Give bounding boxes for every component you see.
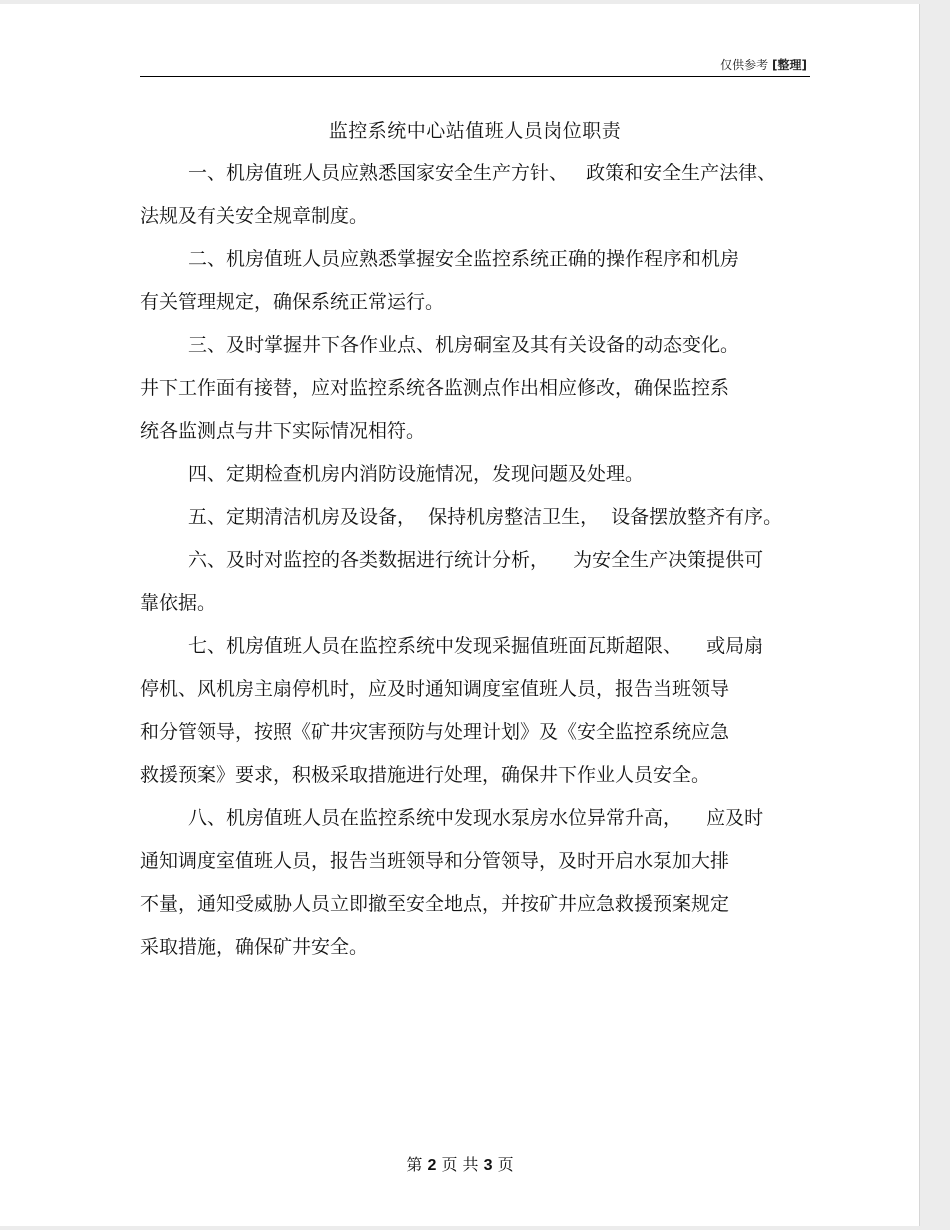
footer-suffix: 页 [497, 1155, 514, 1174]
header-note-text: 仅供参考 [720, 58, 769, 72]
body-line: 五、定期清洁机房及设备， 保持机房整洁卫生， 设备摆放整齐有序。 [188, 506, 783, 528]
current-page-number: 2 [427, 1157, 437, 1174]
body-line: 靠依据。 [140, 592, 217, 614]
footer-mid: 页 共 [441, 1155, 479, 1174]
body-line: 四、定期检查机房内消防设施情况，发现问题及处理。 [188, 463, 645, 485]
document-body [140, 152, 820, 969]
body-line: 采取措施，确保矿井安全。 [140, 936, 369, 958]
body-line: 二、机房值班人员应熟悉掌握安全监控系统正确的操作程序和机房 [188, 248, 740, 270]
total-pages-number: 3 [483, 1157, 493, 1174]
page-footer [0, 1152, 920, 1175]
body-line: 井下工作面有接替，应对监控系统各监测点作出相应修改，确保监控系 [140, 377, 730, 399]
body-line: 八、机房值班人员在监控系统中发现水泵房水位异常升高， 应及时 [188, 807, 764, 829]
document-title: 监控系统中心站值班人员岗位职责 [328, 120, 622, 142]
body-line: 六、及时对监控的各类数据进行统计分析， 为安全生产决策提供可 [188, 549, 764, 571]
footer-prefix: 第 [406, 1155, 423, 1174]
body-line: 通知调度室值班人员，报告当班领导和分管领导，及时开启水泵加大排 [140, 850, 730, 872]
header-note [720, 56, 807, 73]
header-divider [140, 76, 810, 77]
body-line: 停机、风机房主扇停机时，应及时通知调度室值班人员，报告当班领导 [140, 678, 730, 700]
body-line: 统各监测点与井下实际情况相符。 [140, 420, 426, 442]
header-note-bracket: [整理] [772, 58, 807, 72]
body-line: 三、及时掌握井下各作业点、机房硐室及其有关设备的动态变化。 [188, 334, 740, 356]
body-line: 救援预案》要求，积极采取措施进行处理，确保井下作业人员安全。 [140, 764, 711, 786]
body-line: 一、机房值班人员应熟悉国家安全生产方针、 政策和安全生产法律、 [188, 162, 777, 184]
body-line: 和分管领导，按照《矿井灾害预防与处理计划》及《安全监控系统应急 [140, 721, 730, 743]
document-page [0, 4, 920, 1226]
body-line: 有关管理规定，确保系统正常运行。 [140, 291, 445, 313]
body-line: 七、机房值班人员在监控系统中发现采掘值班面瓦斯超限、 或局扇 [188, 635, 764, 657]
body-line: 不量，通知受威胁人员立即撤至安全地点，并按矿井应急救援预案规定 [140, 893, 730, 915]
body-line: 法规及有关安全规章制度。 [140, 205, 369, 227]
